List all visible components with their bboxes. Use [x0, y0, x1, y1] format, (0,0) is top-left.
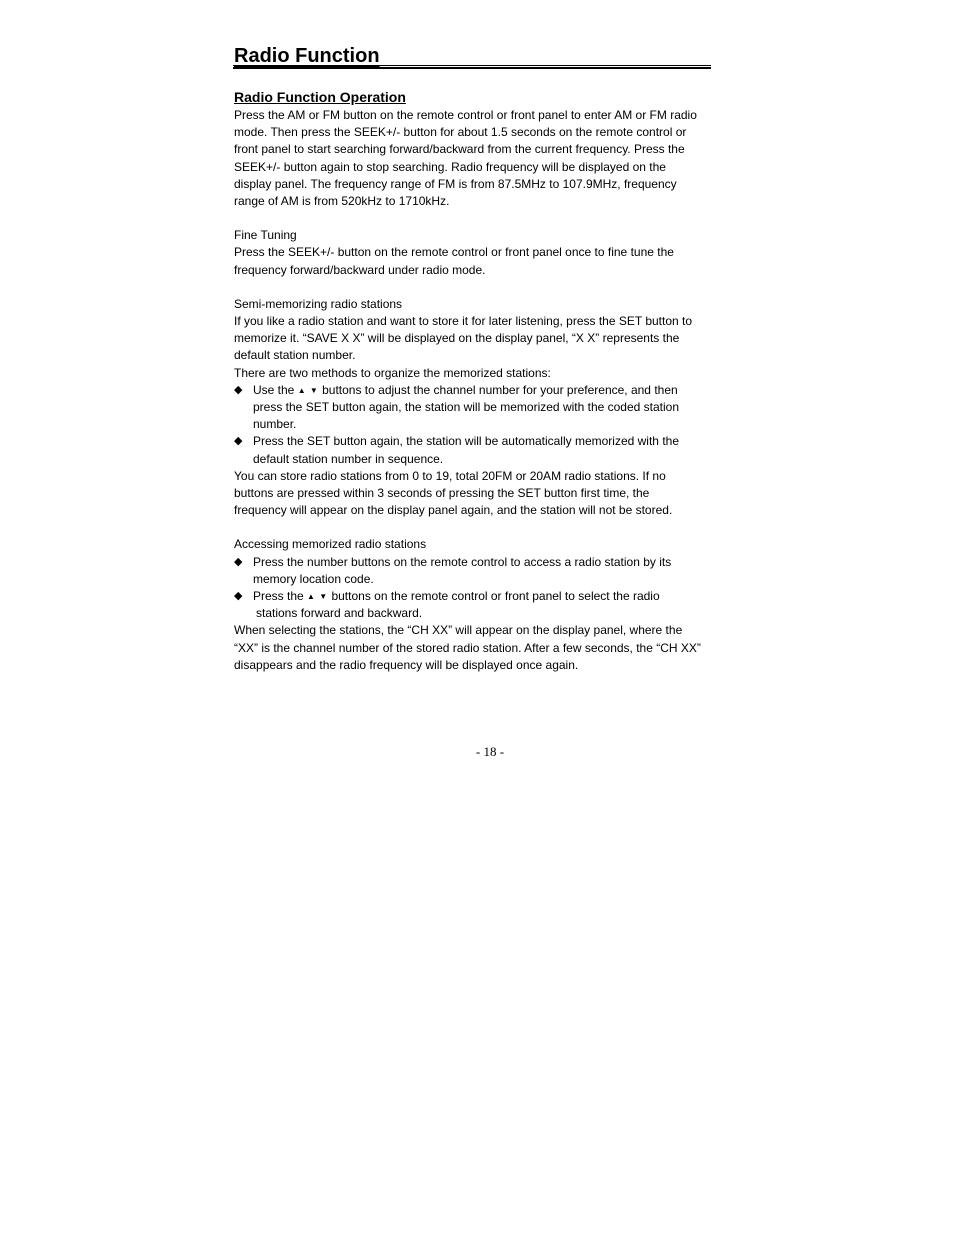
page-number: - 18 - — [475, 744, 505, 759]
bullet-text-pre: Use the — [253, 382, 295, 397]
list-item — [234, 433, 724, 467]
text-line: If you like a radio station and want to store it for later listening, press the SET button to — [234, 314, 693, 329]
diamond-bullet-icon: ◆ — [234, 435, 243, 448]
text-line: disappears and the radio frequency will be displayed once again. — [234, 657, 579, 672]
intro-paragraph — [234, 107, 724, 210]
semi-memorizing-heading: Semi-memorizing radio stations — [234, 296, 403, 311]
page-title: Radio Function — [234, 45, 380, 67]
text-line: frequency forward/backward under radio mode. — [234, 262, 486, 277]
text-line: You can store radio stations from 0 to 19, total 20FM or 20AM radio stations. If no — [234, 468, 666, 483]
bullet-text-post: buttons on the remote control or front panel to select the radio — [331, 589, 660, 604]
list-item — [234, 588, 724, 622]
list-item — [234, 554, 724, 588]
text-line: When selecting the stations, the “CH XX” will appear on the display panel, where the — [234, 623, 683, 638]
text-line: Press the AM or FM button on the remote control or front panel to enter AM or FM radio — [234, 108, 697, 122]
fine-tuning-heading: Fine Tuning — [234, 228, 297, 243]
text-line: memory location code. — [253, 571, 374, 586]
bullet-text-pre: Press the — [253, 589, 304, 604]
diamond-bullet-icon: ◆ — [234, 383, 243, 396]
text-line: Press the SET button again, the station will be automatically memorized with the — [253, 434, 679, 449]
up-down-arrows-icon: ▲ ▼ — [297, 385, 319, 395]
text-line: number. — [253, 417, 297, 432]
list-item — [234, 382, 724, 434]
up-down-arrows-icon: ▲ ▼ — [307, 592, 329, 602]
title-rule — [233, 65, 711, 69]
diamond-bullet-icon: ◆ — [234, 555, 243, 568]
text-line: stations forward and backward. — [256, 606, 423, 621]
section-heading: Radio Function Operation — [234, 89, 406, 105]
page-content — [234, 88, 724, 674]
text-line: There are two methods to organize the memorized stations: — [234, 365, 551, 380]
text-line: frequency will appear on the display panel again, and the station will not be stored. — [234, 503, 673, 518]
text-line — [253, 588, 724, 605]
text-line — [253, 382, 724, 399]
text-line: buttons are pressed within 3 seconds of pressing the SET button first time, the — [234, 486, 650, 501]
accessing-heading: Accessing memorized radio stations — [234, 537, 427, 552]
text-line: memorize it. “SAVE X X” will be displayed on the display panel, “X X” represents the — [234, 331, 680, 346]
text-line: Press the number buttons on the remote control to access a radio station by its — [253, 554, 672, 569]
bullet-text-post: buttons to adjust the channel number for your preference, and then — [322, 382, 678, 397]
text-line: “XX” is the channel number of the stored radio station. After a few seconds, the “CH XX” — [234, 640, 701, 655]
text-line: display panel. The frequency range of FM is from 87.5MHz to 107.9MHz, frequency — [234, 176, 677, 191]
diamond-bullet-icon: ◆ — [234, 590, 243, 603]
text-line: default station number. — [234, 348, 356, 363]
text-line: press the SET button again, the station will be memorized with the coded station — [253, 400, 680, 415]
text-line: default station number in sequence. — [253, 451, 444, 466]
text-line: SEEK+/- button again to stop searching. Radio frequency will be displayed on the — [234, 159, 666, 174]
text-line: range of AM is from 520kHz to 1710kHz. — [234, 194, 450, 209]
text-line: Press the SEEK+/- button on the remote control or front panel once to fine tune the — [234, 245, 674, 260]
text-line: mode. Then press the SEEK+/- button for about 1.5 seconds on the remote control or — [234, 125, 687, 140]
text-line: front panel to start searching forward/backward from the current frequency. Press the — [234, 142, 685, 157]
